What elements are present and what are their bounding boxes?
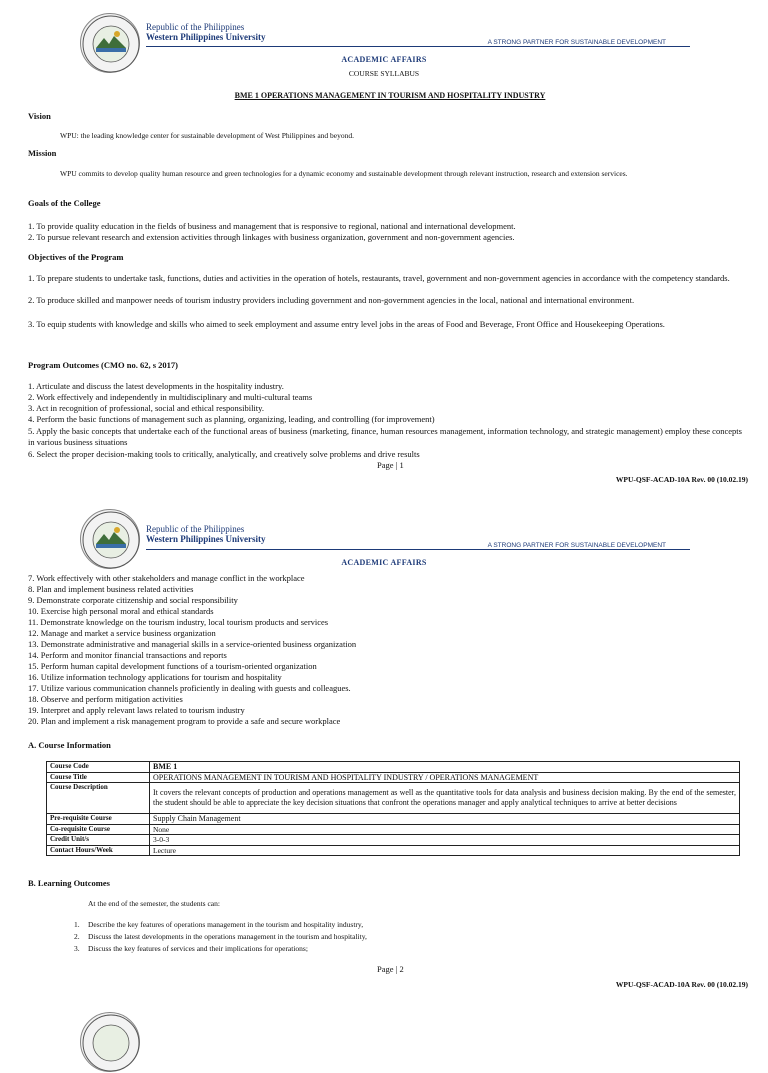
learning-outcome-number: 1.	[74, 920, 80, 929]
table-value: It covers the relevant concepts of production and operations management as well as the quantitative tools for data analysis and business decision making. By the end of the semester, the student should be able to appreciate the key decision situations that confront the operations manager and apply analytical techniques to arrive at better decisions	[150, 783, 740, 814]
academic-affairs-title: ACADEMIC AFFAIRS	[341, 55, 427, 64]
table-row	[47, 783, 740, 814]
header-rule	[146, 549, 690, 550]
table-row	[47, 772, 740, 783]
outcome-item: 19. Interpret and apply relevant laws related to tourism industry	[28, 705, 245, 715]
outcome-item: 13. Demonstrate administrative and managerial skills in a service-oriented business organization	[28, 639, 357, 649]
outcome-item: 6. Select the proper decision-making tools to critically, analytically, and creatively solve problems and drive results	[28, 449, 420, 459]
mission-text: WPU commits to develop quality human resource and green technologies for a dynamic economy and sustainable development through relevant instruction, research and extension services.	[60, 169, 628, 178]
table-row	[47, 835, 740, 846]
learning-outcome-number: 3.	[74, 944, 80, 953]
table-key: Credit Unit/s	[47, 835, 150, 846]
outcome-item: 11. Demonstrate knowledge on the tourism industry, local tourism products and services	[28, 617, 329, 627]
table-row	[47, 814, 740, 825]
objective-item: 1. To prepare students to undertake task, functions, duties and activities in the operation of hotels, restaurants, travel, government and non-government agencies in accordance with the competency standards.	[28, 273, 730, 283]
outcome-item: 7. Work effectively with other stakeholders and manage conflict in the workplace	[28, 573, 305, 583]
learning-outcomes-intro: At the end of the semester, the students can:	[88, 899, 220, 908]
program-outcomes-heading: Program Outcomes (CMO no. 62, s 2017)	[28, 360, 178, 370]
table-value: 3-0-3	[150, 835, 740, 846]
goal-item: 1. To provide quality education in the fields of business and management that is responsive to regional, national and international development.	[28, 221, 516, 231]
university-seal-logo	[80, 13, 140, 73]
objective-item: 2. To produce skilled and manpower needs of tourism industry providers including government and non-government agencies in the local, national and international environment.	[28, 295, 635, 305]
outcome-item: 16. Utilize information technology applications for tourism and hospitality	[28, 672, 282, 682]
mission-heading: Mission	[28, 148, 57, 158]
table-value: Supply Chain Management	[150, 814, 740, 825]
outcome-item: 8. Plan and implement business related activities	[28, 584, 194, 594]
table-row	[47, 845, 740, 856]
table-key: Course Description	[47, 783, 150, 814]
course-information-heading: A. Course Information	[28, 740, 111, 750]
syllabus-page-2	[0, 496, 768, 996]
course-heading: BME 1 OPERATIONS MANAGEMENT IN TOURISM AND HOSPITALITY INDUSTRY	[234, 91, 546, 100]
table-value: None	[150, 824, 740, 835]
university-tagline: A STRONG PARTNER FOR SUSTAINABLE DEVELOPMENT	[487, 542, 666, 549]
learning-outcome-text: Discuss the latest developments in the operations management in the tourism and hospitality,	[88, 932, 367, 941]
table-value: BME 1	[150, 762, 740, 773]
outcome-item: 1. Articulate and discuss the latest developments in the hospitality industry.	[28, 381, 284, 391]
learning-outcome-text: Describe the key features of operations management in the tourism and hospitality industry,	[88, 920, 364, 929]
outcome-item: 5. Apply the basic concepts that undertake each of the functional areas of business (marketing, finance, human resources management, information technology, and strategic management) employ these concepts in various business situations	[28, 426, 742, 447]
republic-label: Republic of the Philippines	[146, 524, 245, 534]
goals-heading: Goals of the College	[28, 198, 101, 208]
learning-outcome-text: Discuss the key features of services and their implications for operations;	[88, 944, 308, 953]
university-tagline: A STRONG PARTNER FOR SUSTAINABLE DEVELOPMENT	[487, 39, 666, 46]
learning-outcomes-heading: B. Learning Outcomes	[28, 878, 110, 888]
objective-item: 3. To equip students with knowledge and skills who aimed to seek employment and assume entry level jobs in the areas of Food and Beverage, Front Office and Housekeeping Operations.	[28, 319, 665, 329]
page-number: Page | 1	[377, 460, 404, 470]
header-rule	[146, 46, 690, 47]
table-value: OPERATIONS MANAGEMENT IN TOURISM AND HOSPITALITY INDUSTRY / OPERATIONS MANAGEMENT	[150, 772, 740, 783]
university-name: Western Philippines University	[146, 534, 266, 544]
course-syllabus-label: COURSE SYLLABUS	[348, 69, 420, 78]
outcome-item: 4. Perform the basic functions of management such as planning, organizing, leading, and controlling (for improvement)	[28, 414, 435, 424]
outcome-item: 10. Exercise high personal moral and ethical standards	[28, 606, 214, 616]
learning-outcome-number: 2.	[74, 932, 80, 941]
university-name: Western Philippines University	[146, 32, 266, 42]
table-row	[47, 824, 740, 835]
table-key: Co-requisite Course	[47, 824, 150, 835]
table-key: Course Code	[47, 762, 150, 773]
table-value: Lecture	[150, 845, 740, 856]
academic-affairs-title: ACADEMIC AFFAIRS	[341, 558, 427, 567]
syllabus-page-1	[0, 0, 768, 492]
document-code: WPU-QSF-ACAD-10A Rev. 00 (10.02.19)	[615, 980, 748, 989]
outcome-item: 14. Perform and monitor financial transactions and reports	[28, 650, 227, 660]
goal-item: 2. To pursue relevant research and extension activities through linkages with business organization, government and non-government agencies.	[28, 232, 515, 242]
outcome-item: 3. Act in recognition of professional, social and ethical responsibility.	[28, 403, 264, 413]
course-information-table	[46, 761, 740, 856]
objectives-heading: Objectives of the Program	[28, 252, 124, 262]
university-seal-logo	[80, 1012, 140, 1072]
vision-text: WPU: the leading knowledge center for sustainable development of West Philippines and beyond.	[60, 131, 354, 140]
page-number: Page | 2	[377, 964, 404, 974]
document-code: WPU-QSF-ACAD-10A Rev. 00 (10.02.19)	[615, 475, 748, 484]
outcome-item: 9. Demonstrate corporate citizenship and social responsibility	[28, 595, 238, 605]
table-key: Pre-requisite Course	[47, 814, 150, 825]
table-row	[47, 762, 740, 773]
vision-heading: Vision	[28, 111, 51, 121]
table-key: Course Title	[47, 772, 150, 783]
outcome-item: 20. Plan and implement a risk management program to provide a safe and secure workplace	[28, 716, 341, 726]
table-key: Contact Hours/Week	[47, 845, 150, 856]
outcome-item: 18. Observe and perform mitigation activities	[28, 694, 183, 704]
outcome-item: 12. Manage and market a service business organization	[28, 628, 216, 638]
outcome-item: 15. Perform human capital development functions of a tourism-oriented organization	[28, 661, 317, 671]
outcome-item: 2. Work effectively and independently in multidisciplinary and multi-cultural teams	[28, 392, 313, 402]
republic-label: Republic of the Philippines	[146, 22, 245, 32]
outcome-item: 17. Utilize various communication channels proficiently in dealing with guests and colleagues.	[28, 683, 351, 693]
syllabus-page-3	[0, 1000, 768, 1030]
